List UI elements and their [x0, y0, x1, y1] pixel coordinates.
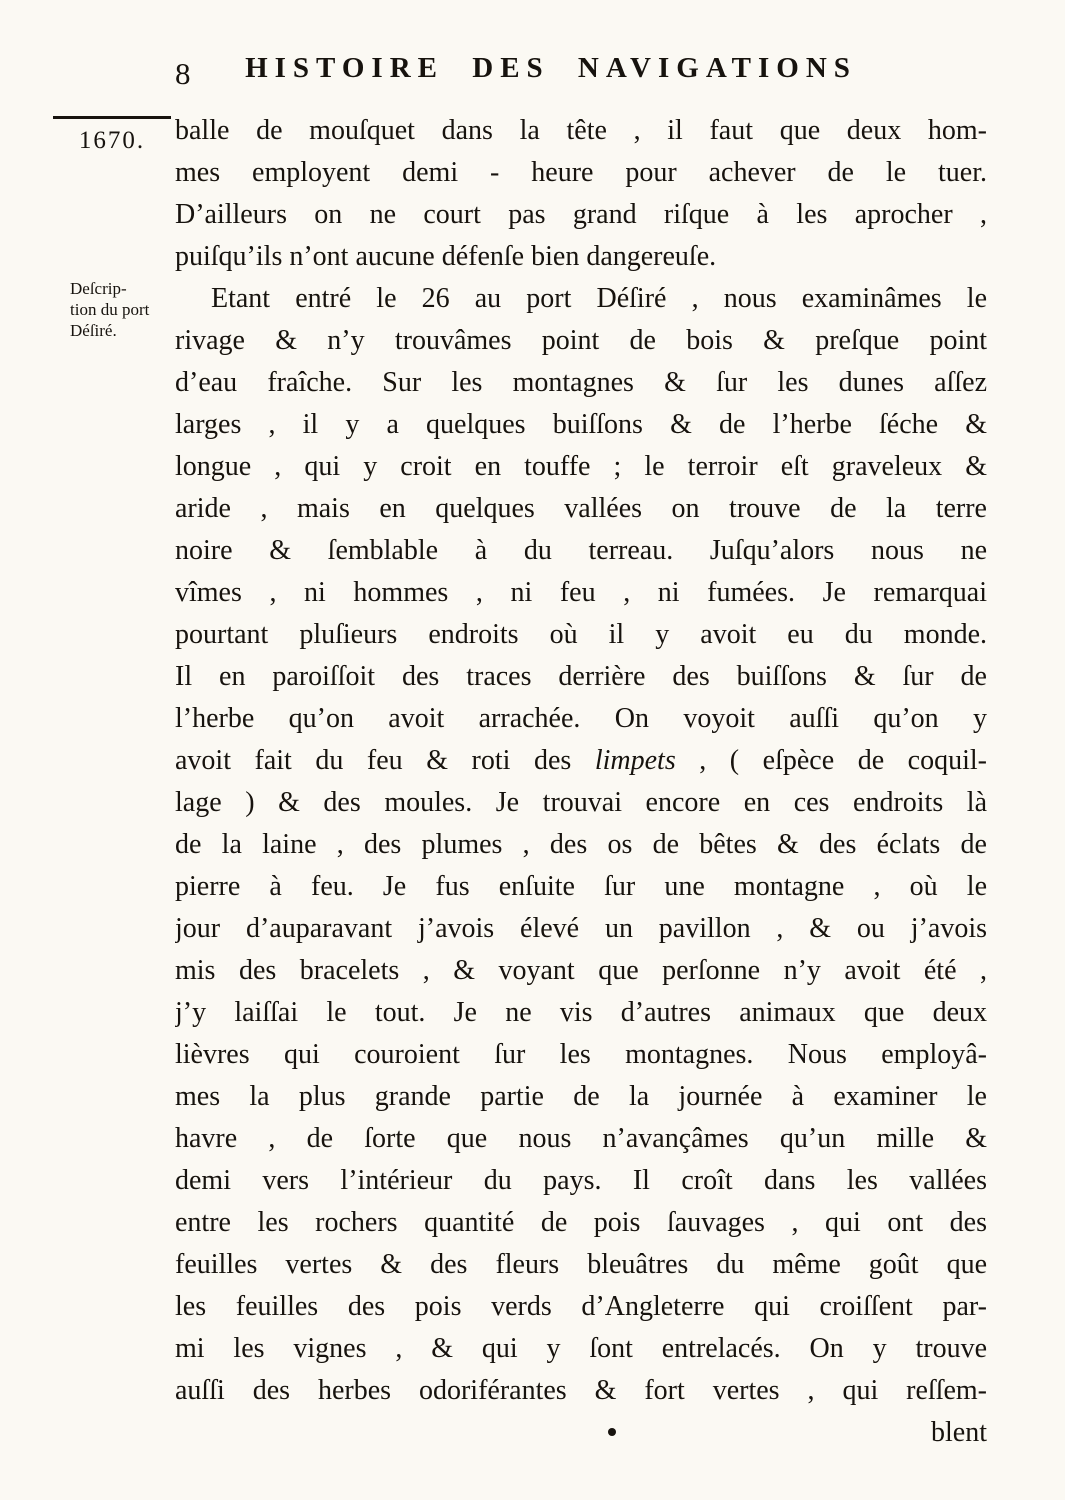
text-line: mis des bracelets , & voyant que perſonne n’y avoit été ,	[175, 955, 987, 986]
text-line: D’ailleurs on ne court pas grand riſque à les aprocher ,	[175, 199, 987, 230]
text-line: de la laine , des plumes , des os de bêtes & des éclats de	[175, 829, 987, 860]
text-line: avoit fait du feu & roti des limpets , ( eſpèce de coquil-	[175, 745, 987, 776]
text-line: les feuilles des pois verds d’Angleterre qui croiſſent par-	[175, 1291, 987, 1322]
text-line: blent	[931, 1417, 987, 1448]
text-line: noire & ſemblable à du terreau. Juſqu’alors nous ne	[175, 535, 987, 566]
text-line: larges , il y a quelques buiſſons & de l’herbe ſéche &	[175, 409, 987, 440]
text-line: demi vers l’intérieur du pays. Il croît dans les vallées	[175, 1165, 987, 1196]
page-number: 8	[175, 56, 191, 91]
text-line: pierre à feu. Je fus enſuite ſur une montagne , où le	[175, 871, 987, 902]
text-line: lièvres qui couroient ſur les montagnes. Nous employâ-	[175, 1039, 987, 1070]
text-line: lage ) & des moules. Je trouvai encore en ces endroits là	[175, 787, 987, 818]
margin-note-year: 1670.	[53, 116, 171, 155]
margin-note-port	[70, 278, 178, 341]
margin-note-line: Déſiré.	[70, 321, 117, 340]
text-line: entre les rochers quantité de pois ſauvages , qui ont des	[175, 1207, 987, 1238]
text-line: auſſi des herbes odoriférantes & fort vertes , qui reſſem-	[175, 1375, 987, 1406]
margin-note-line: Deſcrip-	[70, 279, 127, 298]
body-text	[175, 110, 987, 1454]
text-line: havre , de ſorte que nous n’avançâmes qu’un mille &	[175, 1123, 987, 1154]
text-line: balle de mouſquet dans la tête , il faut que deux hom-	[175, 115, 987, 146]
running-title: HISTOIRE DES NAVIGATIONS	[245, 52, 857, 84]
text-line: rivage & n’y trouvâmes point de bois & preſque point	[175, 325, 987, 356]
text-line: aride , mais en quelques vallées on trouve de la terre	[175, 493, 987, 524]
text-line: vîmes , ni hommes , ni feu , ni fumées. Je remarquai	[175, 577, 987, 608]
text-line: pourtant pluſieurs endroits où il y avoit eu du monde.	[175, 619, 987, 650]
ink-speck	[608, 1428, 616, 1436]
text-line: mi les vignes , & qui y ſont entrelacés. On y trouve	[175, 1333, 987, 1364]
text-line: d’eau fraîche. Sur les montagnes & ſur les dunes aſſez	[175, 367, 987, 398]
text-line: j’y laiſſai le tout. Je ne vis d’autres animaux que deux	[175, 997, 987, 1028]
text-line: jour d’auparavant j’avois élevé un pavillon , & ou j’avois	[175, 913, 987, 944]
text-line: Etant entré le 26 au port Déſiré , nous examinâmes le	[211, 283, 987, 314]
text-line: mes la plus grande partie de la journée à examiner le	[175, 1081, 987, 1112]
text-line: l’herbe qu’on avoit arrachée. On voyoit auſſi qu’on y	[175, 703, 987, 734]
text-line: Il en paroiſſoit des traces derrière des buiſſons & ſur de	[175, 661, 987, 692]
page-header	[175, 52, 987, 96]
text-line: feuilles vertes & des fleurs bleuâtres du même goût que	[175, 1249, 987, 1280]
margin-note-line: tion du port	[70, 300, 150, 319]
text-line: puiſqu’ils n’ont aucune défenſe bien dangereuſe.	[175, 241, 717, 272]
text-line: mes employent demi - heure pour achever de le tuer.	[175, 157, 987, 188]
text-line: longue , qui y croit en touffe ; le terroir eſt graveleux &	[175, 451, 987, 482]
